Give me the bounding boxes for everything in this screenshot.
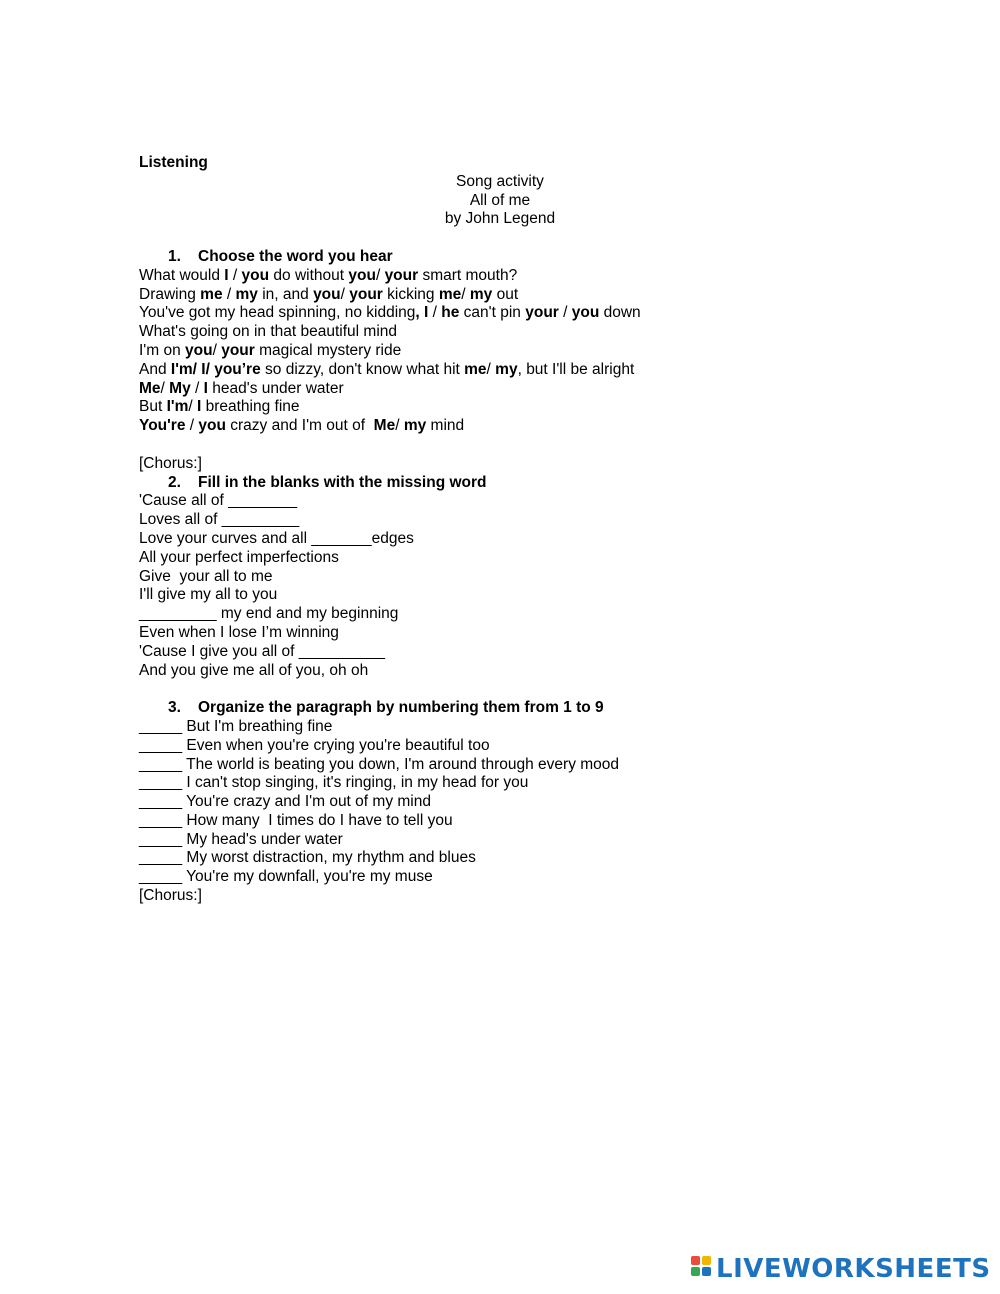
word-choice: You're — [139, 417, 186, 435]
lyric-text: mind — [426, 417, 465, 435]
lyric-text: breathing fine — [201, 398, 300, 416]
lyric-text: / — [185, 417, 199, 435]
lyric-text: I'm on — [139, 341, 186, 359]
lyric-text: / — [486, 360, 496, 378]
word-choice: you — [241, 266, 270, 284]
lyric-text: crazy and I'm out of — [225, 417, 374, 435]
lyric-line — [139, 417, 899, 436]
logo-text: LIVEWORKSHEETS — [716, 1254, 991, 1284]
lyric-text: / — [228, 266, 242, 284]
fill-blank-line: I'll give my all to you — [139, 586, 278, 604]
word-choice: your — [221, 341, 255, 359]
fill-blank-line: _________ my end and my beginning — [139, 605, 399, 623]
lyric-text: And — [139, 360, 171, 378]
lyric-text: / — [461, 285, 470, 303]
lyric-text: You've got my head spinning, no kidding — [139, 304, 416, 322]
word-choice: your — [525, 304, 559, 322]
question-2-lyrics — [139, 492, 899, 680]
lyric-line — [139, 323, 899, 342]
word-choice: your — [349, 285, 383, 303]
question-1-heading: 1. Choose the word you hear — [168, 247, 393, 265]
word-choice: you — [198, 417, 226, 435]
lyric-text: , but I'll be alright — [517, 360, 635, 378]
question-3-heading: 3. Organize the paragraph by numbering them from 1 to 9 — [168, 699, 604, 717]
lyric-text: magical mystery ride — [254, 341, 402, 359]
lyric-text: smart mouth? — [418, 266, 518, 284]
fill-blank-line: Give your all to me — [139, 567, 273, 585]
fill-blank-line: And you give me all of you, oh oh — [139, 661, 369, 679]
word-choice: I'm — [166, 398, 189, 416]
chorus-label: [Chorus:] — [139, 454, 202, 472]
lyric-text: / — [188, 398, 197, 416]
lyric-text: But — [139, 398, 167, 416]
word-choice: I'm/ I/ you’re — [170, 360, 261, 378]
word-choice: me — [438, 285, 462, 303]
fill-blank-line: All your perfect imperfections — [139, 548, 339, 566]
word-choice: I — [203, 379, 208, 397]
word-choice: my — [403, 417, 427, 435]
lyric-text: down — [599, 304, 641, 322]
word-choice: me — [464, 360, 487, 378]
lyric-text: can't pin — [459, 304, 526, 322]
song-title: All of me — [469, 191, 531, 209]
ordering-line: _____ The world is beating you down, I'm around through every mood — [139, 755, 620, 773]
ordering-line: _____ My worst distraction, my rhythm and blues — [139, 849, 476, 867]
lyric-text: in, and — [257, 285, 314, 303]
word-choice: Me — [139, 379, 161, 397]
question-1-lyrics — [139, 267, 899, 436]
lyric-line — [139, 304, 899, 323]
lyric-text: do without — [269, 266, 349, 284]
lyric-text: / — [558, 304, 572, 322]
ordering-line: _____ You're crazy and I'm out of my mind — [139, 793, 431, 811]
lyric-text: What's going on in that beautiful mind — [139, 323, 398, 341]
lyric-line — [139, 398, 899, 417]
fill-blank-line: Even when I lose I’m winning — [139, 623, 339, 641]
word-choice: he — [441, 304, 460, 322]
chorus-label: [Chorus:] — [139, 887, 202, 905]
lyric-line — [139, 267, 899, 286]
word-choice: my — [469, 285, 493, 303]
lyric-line — [139, 286, 899, 305]
liveworksheets-logo — [691, 1254, 991, 1284]
ordering-line: _____ My head's under water — [139, 830, 343, 848]
word-choice: you — [571, 304, 600, 322]
lyric-text: kicking — [382, 285, 439, 303]
question-2-heading: 2. Fill in the blanks with the missing word — [168, 473, 487, 491]
word-choice: I — [196, 398, 202, 416]
word-choice: Me — [373, 417, 396, 435]
lyric-text: head's under water — [207, 379, 344, 397]
ordering-line: _____ But I'm breathing fine — [139, 717, 333, 735]
lyric-text: What would — [139, 266, 225, 284]
liveworksheets-logo-icon — [691, 1256, 713, 1282]
lyric-text: / — [212, 341, 222, 359]
lyric-line — [139, 380, 899, 399]
fill-blank-line: Loves all of _________ — [139, 511, 300, 529]
lyric-text: Drawing — [139, 285, 201, 303]
worksheet-content — [139, 154, 899, 906]
section-title: Listening — [139, 154, 208, 171]
word-choice: me — [200, 285, 223, 303]
lyric-text: / — [160, 379, 170, 397]
lyric-text: / — [190, 379, 204, 397]
ordering-line: _____ You're my downfall, you're my muse — [139, 868, 433, 886]
word-choice: my — [495, 360, 518, 378]
lyric-text: out — [492, 285, 519, 303]
fill-blank-line: 'Cause all of ________ — [139, 492, 298, 510]
lyric-text: / — [340, 285, 350, 303]
lyric-text: / — [375, 266, 385, 284]
word-choice: I — [224, 266, 229, 284]
ordering-line: _____ I can't stop singing, it's ringing, in my head for you — [139, 774, 529, 792]
lyric-text: / — [428, 304, 442, 322]
song-artist: by John Legend — [444, 210, 556, 228]
ordering-line: _____ How many I times do I have to tell you — [139, 811, 453, 829]
ordering-line: _____ Even when you're crying you're beautiful too — [139, 736, 490, 754]
word-choice: you — [313, 285, 341, 303]
lyric-line — [139, 342, 899, 361]
question-3-lines — [139, 718, 899, 887]
word-choice: your — [384, 266, 419, 284]
fill-blank-line: Love your curves and all _______edges — [139, 529, 414, 547]
lyric-text: / — [395, 417, 404, 435]
word-choice: you — [185, 341, 213, 359]
lyric-text: / — [222, 285, 236, 303]
lyric-line — [139, 361, 899, 380]
activity-title: Song activity — [456, 172, 544, 190]
word-choice: My — [169, 379, 191, 397]
word-choice: my — [235, 285, 258, 303]
word-choice: , I — [415, 304, 429, 322]
fill-blank-line: 'Cause I give you all of __________ — [139, 642, 385, 660]
word-choice: you — [348, 266, 376, 284]
lyric-text: so dizzy, don't know what hit — [260, 360, 465, 378]
